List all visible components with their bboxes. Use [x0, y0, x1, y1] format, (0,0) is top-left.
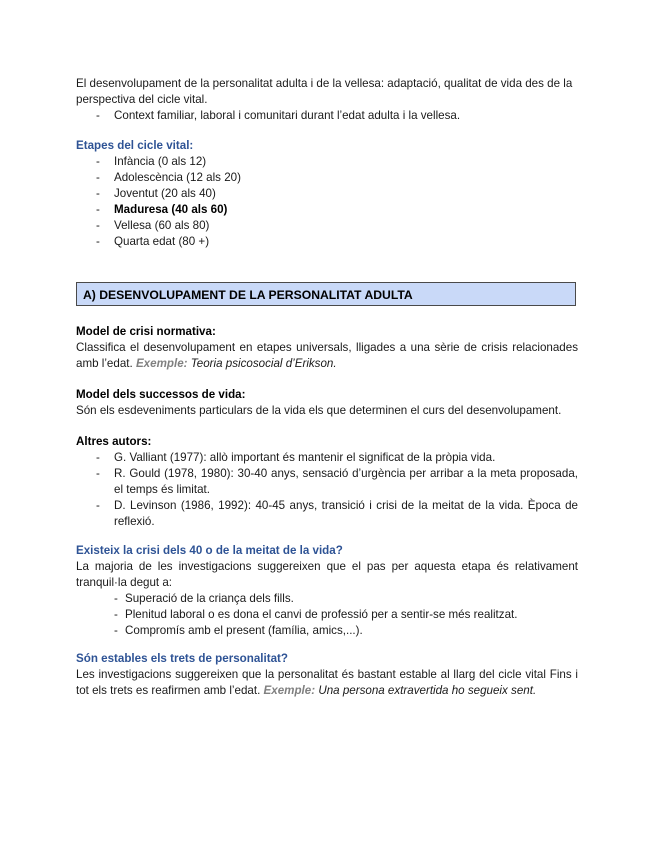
crisi40-section [76, 543, 578, 639]
list-item-text: Adolescència (12 als 20) [114, 171, 241, 184]
list-item [76, 466, 578, 498]
dash-bullet: - [96, 235, 100, 248]
section-a-title: A) DESENVOLUPAMENT DE LA PERSONALITAT ADULTA [83, 288, 413, 302]
list-item-text: Infància (0 als 12) [114, 155, 207, 168]
model-successos-heading: Model dels successos de vida: [76, 388, 246, 401]
intro-text: El desenvolupament de la personalitat adulta i de la vellesa: adaptació, qualitat de vida des de la perspectiva del cicle vital. [76, 77, 573, 106]
model-crisi-text: Classifica el desenvolupament en etapes universals, lligades a una sèrie de crisis relacionades amb l’edat. [76, 341, 578, 370]
list-item-text: Vellesa (60 als 80) [114, 219, 210, 232]
list-item-text: D. Levinson (1986, 1992): 40-45 anys, transició i crisi de la meitat de la vida. Època de reflexió. [114, 499, 578, 528]
list-item [76, 186, 578, 202]
dash-bullet: - [96, 219, 100, 232]
model-successos-section [76, 387, 578, 419]
list-item-text: Context familiar, laboral i comunitari durant l’edat adulta i la vellesa. [114, 109, 461, 122]
dash-bullet: - [96, 187, 100, 200]
list-item [76, 202, 578, 218]
model-successos-text: Són els esdeveniments particulars de la vida els que determinen el curs del desenvolupament. [76, 404, 562, 417]
model-crisi-section [76, 324, 578, 372]
list-item [76, 170, 578, 186]
list-item-text: R. Gould (1978, 1980): 30-40 anys, sensació d’urgència per arribar a la meta proposada, el temps és limitat. [114, 467, 578, 496]
dash-bullet: - [96, 451, 100, 464]
trets-paragraph [76, 667, 578, 699]
trets-heading: Són estables els trets de personalitat? [76, 652, 288, 665]
crisi40-list [76, 591, 578, 639]
crisi40-text: La majoria de les investigacions suggereixen que el pas per aquesta etapa és relativament tranquil·la degut a: [76, 560, 578, 589]
example-label: Exemple: [263, 684, 316, 697]
dash-bullet: - [114, 624, 118, 637]
list-item [76, 591, 578, 607]
list-item [76, 623, 578, 639]
stages-list [76, 154, 578, 250]
trets-text: Les investigacions suggereixen que la personalitat és bastant estable al llarg del cicle vital Fins i tot els trets es reafirmen amb l’edat. [76, 668, 578, 697]
dash-bullet: - [96, 467, 100, 480]
list-item-text: Plenitud laboral o es dona el canvi de professió per a sentir-se més realitzat. [125, 608, 518, 621]
list-item-text: Superació de la criança dels fills. [125, 592, 294, 605]
example-text: Teoria psicosocial d’Erikson. [190, 357, 337, 370]
altres-section [76, 434, 578, 530]
list-item [76, 498, 578, 530]
intro-section [76, 76, 578, 124]
dash-bullet: - [114, 592, 118, 605]
intro-list [76, 108, 578, 124]
list-item-text: Quarta edat (80 +) [114, 235, 210, 248]
example-text: Una persona extravertida ho segueix sent. [318, 684, 537, 697]
dash-bullet: - [96, 171, 100, 184]
model-crisi-paragraph [76, 340, 578, 372]
list-item-text: Joventut (20 als 40) [114, 187, 216, 200]
altres-list [76, 450, 578, 530]
list-item [76, 154, 578, 170]
dash-bullet: - [96, 203, 100, 216]
list-item [76, 108, 578, 124]
list-item-text: Compromís amb el present (família, amics,...). [125, 624, 363, 637]
crisi40-heading: Existeix la crisi dels 40 o de la meitat de la vida? [76, 544, 343, 557]
list-item [76, 234, 578, 250]
dash-bullet: - [96, 155, 100, 168]
dash-bullet: - [96, 109, 100, 122]
model-crisi-heading: Model de crisi normativa: [76, 325, 216, 338]
list-item [76, 450, 578, 466]
list-item [76, 607, 578, 623]
section-a-title-box [76, 282, 576, 306]
stages-heading: Etapes del cicle vital: [76, 139, 194, 152]
altres-heading: Altres autors: [76, 435, 152, 448]
list-item [76, 218, 578, 234]
dash-bullet: - [114, 608, 118, 621]
trets-section [76, 651, 578, 699]
list-item-text: G. Valliant (1977): allò important és mantenir el significat de la pròpia vida. [114, 451, 496, 464]
stages-section [76, 138, 578, 250]
example-label: Exemple: [135, 357, 188, 370]
dash-bullet: - [96, 499, 100, 512]
list-item-text-highlighted: Maduresa (40 als 60) [114, 203, 228, 216]
